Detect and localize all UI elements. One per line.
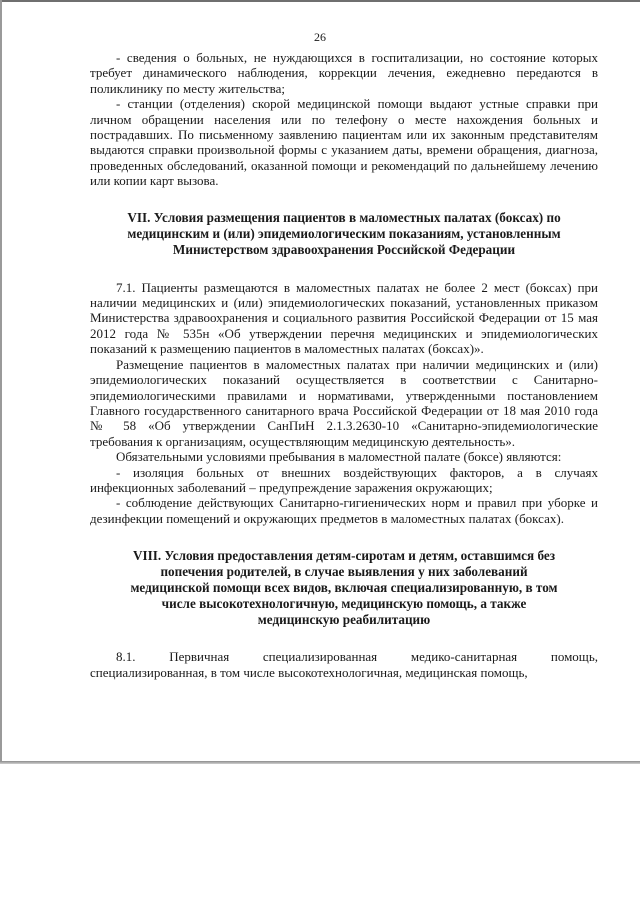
paragraph-placement: Размещение пациентов в маломестных палатах при наличии медицинских и (или) эпидемиологических показаний осуществляется в соответствии с Санитарно-эпидемиологическими правилами и нормативами, утвержденными постановлением Главного государственного санитарного врача Российской Федерации от 18 мая 2010 года № 58 «Об утверждении СанПиН 2.1.3.2630-10 «Санитарно-эпидемиологические требования к организациям, осуществляющим медицинскую деятельность».: [90, 356, 598, 449]
scan-edge-left: [0, 0, 2, 762]
document-body: [90, 50, 598, 680]
section-7-heading: VII. Условия размещения пациентов в маломестных палатах (боксах) по медицинским и (или) эпидемиологическим показаниям, установленным Министерством здравоохранения Российской Федерации: [127, 209, 561, 257]
paragraph-conditions: Обязательными условиями пребывания в маломестной палате (боксе) являются:: [116, 449, 562, 465]
paragraph-ambulance-info: - станции (отделения) скорой медицинской помощи выдают устные справки при личном обращении населения или по телефону о месте нахождения больных и пострадавших. По письменному заявлению пациентам или их законным представителям выдаются справки произвольной формы с указанием даты, времени обращения, диагноза, проведенных обследований, оказанной помощи и рекомендаций по дальнейшему лечению или копии карт вызова.: [90, 96, 598, 189]
paragraph-sanitary: - соблюдение действующих Санитарно-гигиенических норм и правил при уборке и дезинфекции помещений и окружающих предметов в маломестных палатах (боксах).: [90, 495, 598, 526]
scan-edge-bottom: [0, 761, 640, 764]
paragraph-isolation: - изоляция больных от внешних воздействующих факторов, а в случаях инфекционных заболеваний – предупреждение заражения окружающих;: [90, 464, 598, 495]
page-number: 26: [314, 30, 326, 44]
paragraph-8-1: [90, 649, 598, 680]
paragraph-7-1: 7.1. Пациенты размещаются в маломестных палатах не более 2 мест (боксах) при наличии медицинских и (или) эпидемиологических показаний, установленных приказом Министерства здравоохранения и социального развития Российской Федерации от 15 мая 2012 года № 535н «Об утверждении перечня медицинских и эпидемиологических показаний к размещению пациентов в маломестных палатах (боксах)».: [90, 279, 598, 357]
paragraph-patients-info: - сведения о больных, не нуждающихся в госпитализации, но состояние которых требует динамического наблюдения, коррекции лечения, ежедневно передаются в поликлинику по месту жительства;: [90, 50, 598, 96]
paragraph-8-1-rest: специализированная, в том числе высокотехнологичная, медицинская помощь,: [90, 664, 528, 680]
section-8-heading: VIII. Условия предоставления детям-сиротам и детям, оставшимся без попечения родителей, в случае выявления у них заболеваний медицинской помощи всех видов, включая специализированную, в том числе высокотехнологичную, медицинскую помощь, а также медицинскую реабилитацию: [130, 548, 558, 628]
paragraph-8-1-lead: 8.1. Первичная специализированная медико-санитарная помощь,: [116, 649, 598, 665]
scan-edge-top: [0, 0, 640, 2]
